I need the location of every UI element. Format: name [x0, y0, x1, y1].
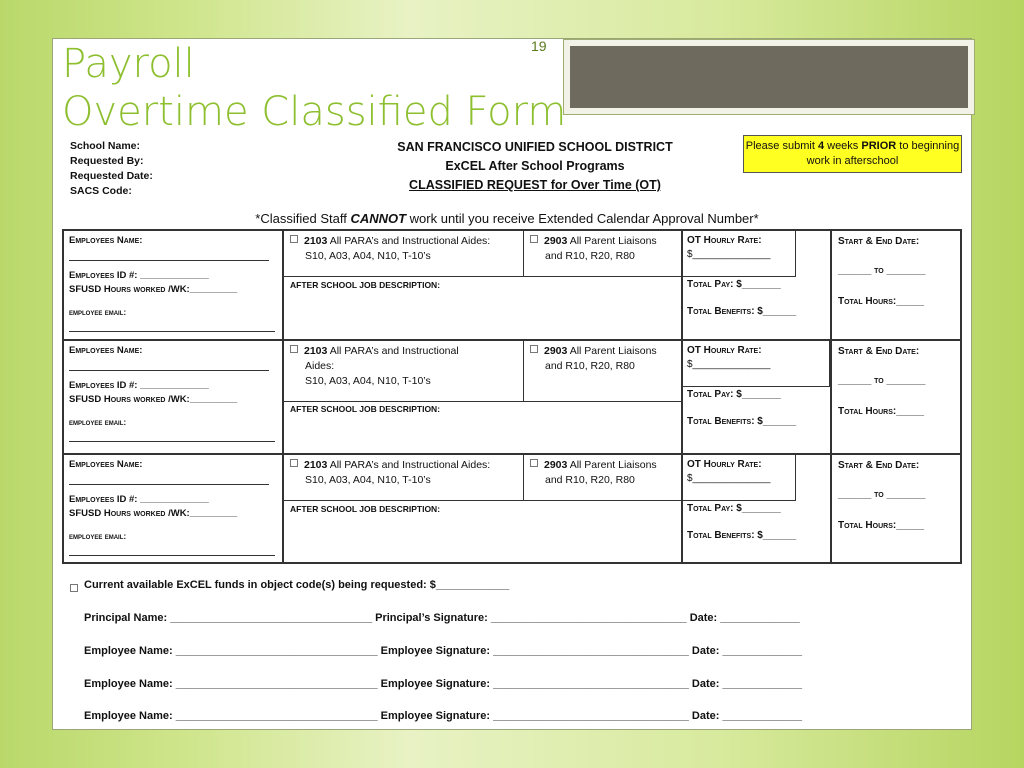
ot-rate-box[interactable]: OT Hourly Rate: $______________ — [683, 455, 796, 501]
hours-worked-label[interactable]: SFUSD Hours worked /WK:_________ — [69, 394, 238, 405]
request-title: CLASSIFIED REQUEST for Over Time (OT) — [409, 178, 661, 192]
checkbox-icon[interactable] — [70, 584, 78, 592]
employee-email-label: employee email: — [69, 417, 127, 427]
principal-signature-line[interactable]: Principal Name: _________________________________ Principal’s Signature: ________________________________ Date: _____________ — [84, 612, 800, 624]
title-line-1: Payroll — [62, 41, 195, 87]
start-end-date-label: Start & End Date: — [838, 236, 920, 247]
approval-warning: *Classified Staff CANNOT work until you receive Extended Calendar Approval Number* — [255, 211, 759, 226]
request-row-1 — [64, 231, 960, 341]
employee-name-label: Employees Name: — [69, 345, 143, 356]
start-end-date-label: Start & End Date: — [838, 346, 920, 357]
checkbox-icon[interactable] — [530, 459, 538, 467]
employee-email-line[interactable] — [69, 319, 275, 332]
total-pay-label[interactable]: Total Pay: $_______ — [687, 389, 781, 400]
page-number: 19 — [531, 38, 547, 54]
employee-name-label: Employees Name: — [69, 235, 143, 246]
excel-funds-line[interactable]: Current available ExCEL funds in object code(s) being requested: $____________ — [84, 579, 510, 591]
district-header — [360, 138, 710, 195]
object-code-cell — [284, 455, 683, 562]
employee-name-line[interactable] — [69, 248, 269, 261]
employee-email-line[interactable] — [69, 429, 275, 442]
employee-info-cell[interactable] — [64, 341, 284, 453]
total-benefits-label[interactable]: Total Benefits: $______ — [687, 416, 797, 427]
employee-info-cell[interactable] — [64, 231, 284, 339]
total-hours-label[interactable]: Total Hours:_____ — [838, 406, 925, 417]
checkbox-icon[interactable] — [290, 235, 298, 243]
overtime-request-table — [62, 229, 962, 564]
employee-email-line[interactable] — [69, 543, 275, 556]
employee-id-label[interactable]: Employees ID #: _____________ — [69, 270, 209, 281]
employee-signature-line-1[interactable]: Employee Name: _________________________________ Employee Signature: ________________________________ Date: _____________ — [84, 645, 803, 657]
dates-cell — [832, 341, 960, 453]
total-pay-label[interactable]: Total Pay: $_______ — [687, 279, 781, 290]
employee-signature-line-3[interactable]: Employee Name: _________________________________ Employee Signature: ________________________________ Date: _____________ — [84, 710, 803, 722]
code-2903-option[interactable]: 2903 All Parent Liaisons and R10, R20, R80 — [524, 231, 681, 277]
code-2103-option[interactable]: 2103 All PARA’s and Instructional Aides: S10, A03, A04, N10, T-10’s — [284, 455, 524, 501]
program-name: ExCEL After School Programs — [445, 159, 625, 173]
checkbox-icon[interactable] — [290, 345, 298, 353]
employee-email-label: employee email: — [69, 531, 127, 541]
start-end-date-label: Start & End Date: — [838, 460, 920, 471]
requested-by-label: Requested By: — [70, 155, 144, 167]
total-pay-label[interactable]: Total Pay: $_______ — [687, 503, 781, 514]
employee-id-label[interactable]: Employees ID #: _____________ — [69, 380, 209, 391]
job-description-label[interactable]: AFTER SCHOOL JOB DESCRIPTION: — [290, 280, 441, 290]
checkbox-icon[interactable] — [530, 235, 538, 243]
title-line-2: Overtime Classified Form — [62, 89, 567, 135]
code-2903-option[interactable]: 2903 All Parent Liaisons and R10, R20, R80 — [524, 455, 681, 501]
district-name: SAN FRANCISCO UNIFIED SCHOOL DISTRICT — [397, 140, 673, 154]
date-range-field[interactable]: ______ to _______ — [838, 265, 926, 276]
sacs-code-label: SACS Code: — [70, 185, 132, 197]
checkbox-icon[interactable] — [290, 459, 298, 467]
request-row-2 — [64, 341, 960, 455]
pay-cell — [683, 231, 832, 339]
total-hours-label[interactable]: Total Hours:_____ — [838, 520, 925, 531]
hours-worked-label[interactable]: SFUSD Hours worked /WK:_________ — [69, 508, 238, 519]
code-2903-option[interactable]: 2903 All Parent Liaisons and R10, R20, R80 — [524, 341, 681, 402]
header-photo — [563, 39, 975, 115]
employee-name-line[interactable] — [69, 472, 269, 485]
employee-name-line[interactable] — [69, 358, 269, 371]
job-description-label[interactable]: AFTER SCHOOL JOB DESCRIPTION: — [290, 504, 441, 514]
pay-cell — [683, 341, 832, 453]
object-code-cell — [284, 341, 683, 453]
employee-signature-line-2[interactable]: Employee Name: _________________________________ Employee Signature: ________________________________ Date: _____________ — [84, 678, 803, 690]
code-2103-option[interactable]: 2103 All PARA’s and Instructional Aides: S10, A03, A04, N10, T-10’s — [284, 341, 524, 402]
total-benefits-label[interactable]: Total Benefits: $______ — [687, 306, 797, 317]
employee-id-label[interactable]: Employees ID #: _____________ — [69, 494, 209, 505]
request-row-3 — [64, 455, 960, 562]
total-benefits-label[interactable]: Total Benefits: $______ — [687, 530, 797, 541]
employee-info-cell[interactable] — [64, 455, 284, 562]
ot-rate-box[interactable]: OT Hourly Rate: $______________ — [683, 231, 796, 277]
submit-notice: Please submit 4 weeks PRIOR to beginning work in afterschool — [743, 135, 962, 173]
checkbox-icon[interactable] — [530, 345, 538, 353]
dates-cell — [832, 231, 960, 339]
employee-email-label: employee email: — [69, 307, 127, 317]
employee-name-label: Employees Name: — [69, 459, 143, 470]
object-code-cell — [284, 231, 683, 339]
date-range-field[interactable]: ______ to _______ — [838, 489, 926, 500]
meta-fields — [70, 139, 153, 199]
slide-title — [62, 40, 566, 136]
dates-cell — [832, 455, 960, 562]
total-hours-label[interactable]: Total Hours:_____ — [838, 296, 925, 307]
ot-rate-box[interactable]: OT Hourly Rate: $______________ — [683, 341, 830, 387]
date-range-field[interactable]: ______ to _______ — [838, 375, 926, 386]
job-description-label[interactable]: AFTER SCHOOL JOB DESCRIPTION: — [290, 404, 441, 414]
requested-date-label: Requested Date: — [70, 170, 153, 182]
pay-cell — [683, 455, 832, 562]
code-2103-option[interactable]: 2103 All PARA’s and Instructional Aides: S10, A03, A04, N10, T-10’s — [284, 231, 524, 277]
school-name-label: School Name: — [70, 140, 141, 152]
hours-worked-label[interactable]: SFUSD Hours worked /WK:_________ — [69, 284, 238, 295]
